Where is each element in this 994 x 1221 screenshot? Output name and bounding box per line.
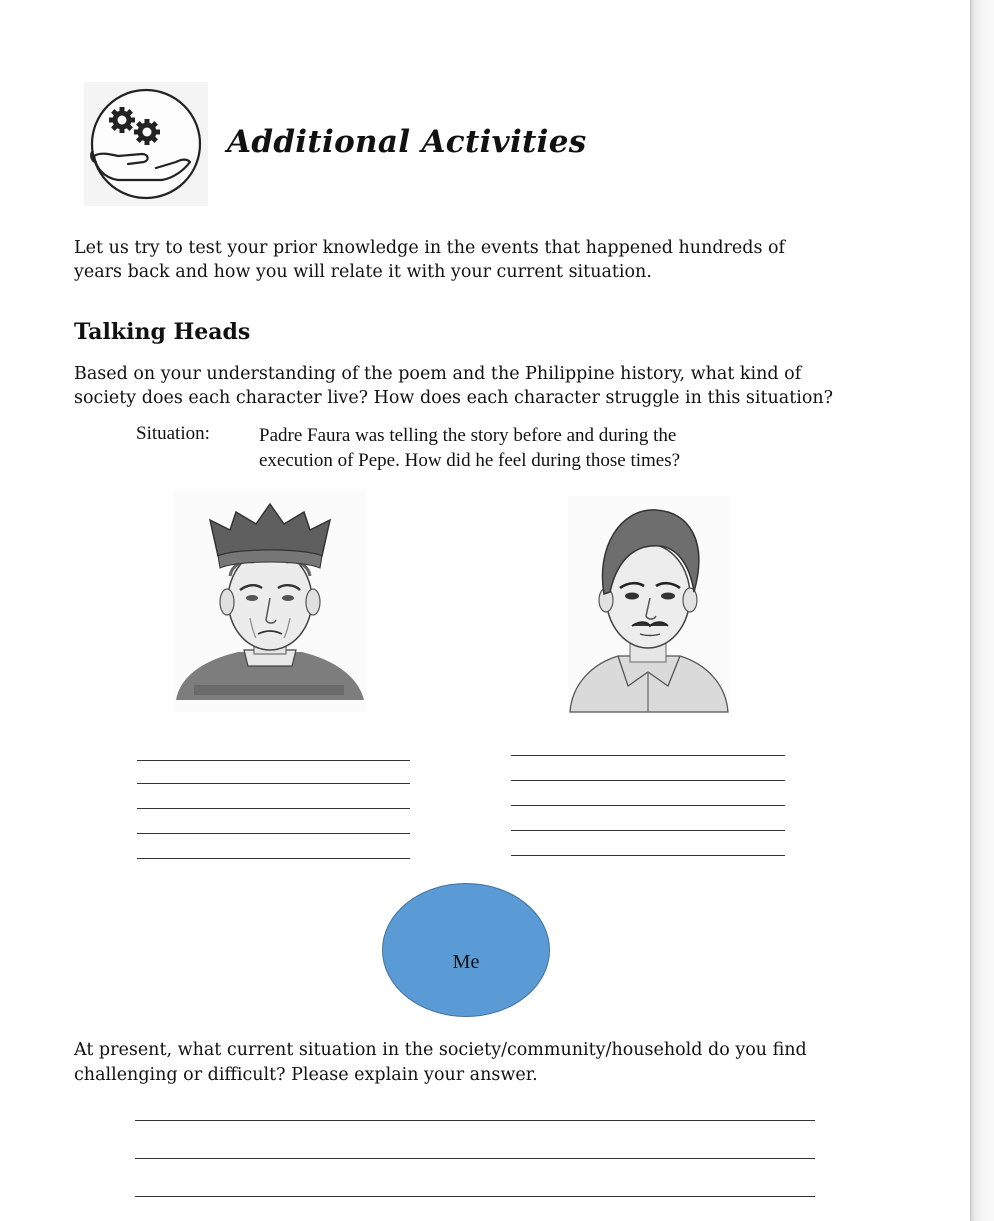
situation-text	[259, 423, 680, 473]
gears-in-hand-icon	[84, 82, 208, 206]
answer-line[interactable]	[135, 1158, 815, 1159]
intro-line-1: Let us try to test your prior knowledge in the events that happened hundreds of	[74, 238, 786, 258]
answer-line[interactable]	[137, 808, 410, 809]
page-edge	[970, 0, 994, 1221]
answer-line[interactable]	[137, 760, 410, 761]
intro-line-2: years back and how you will relate it with your current situation.	[74, 262, 652, 282]
me-ellipse	[382, 883, 550, 1017]
question-line-2: challenging or difficult? Please explain your answer.	[74, 1065, 538, 1085]
answer-line[interactable]	[511, 830, 785, 831]
answer-line[interactable]	[135, 1120, 815, 1121]
situation-line-1: Padre Faura was telling the story before and during the	[259, 425, 677, 446]
section-heading: Talking Heads	[74, 319, 251, 345]
section-line-1: Based on your understanding of the poem and the Philippine history, what kind of	[74, 364, 802, 384]
priest-portrait	[174, 490, 366, 712]
me-label: Me	[452, 950, 480, 973]
section-line-2: society does each character live? How does each character struggle in this situation?	[74, 388, 834, 408]
young-man-portrait	[568, 496, 730, 714]
page-title: Additional Activities	[227, 124, 587, 160]
answer-line[interactable]	[135, 1196, 815, 1197]
answer-line[interactable]	[511, 805, 785, 806]
answer-line[interactable]	[137, 833, 410, 834]
situation-label: Situation:	[136, 423, 210, 444]
situation-line-2: execution of Pepe. How did he feel during those times?	[259, 450, 681, 471]
answer-line[interactable]	[137, 783, 410, 784]
answer-line[interactable]	[511, 755, 785, 756]
answer-line[interactable]	[511, 855, 785, 856]
question-line-1: At present, what current situation in the society/community/household do you find	[74, 1040, 807, 1060]
answer-line[interactable]	[137, 858, 410, 859]
answer-line[interactable]	[511, 780, 785, 781]
